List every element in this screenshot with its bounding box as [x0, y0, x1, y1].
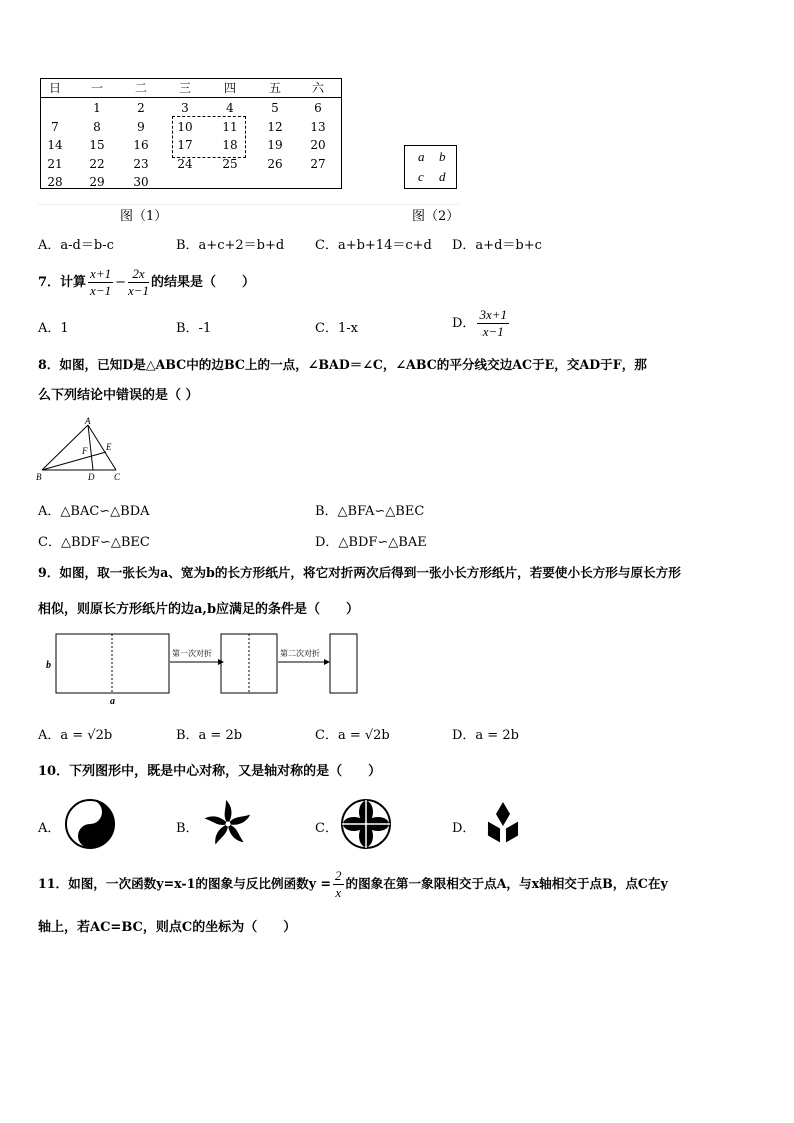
figure-divider: [38, 204, 458, 205]
calendar-day-cell: 23: [133, 156, 149, 171]
q7-minus: −: [115, 275, 126, 290]
label-c: C: [114, 472, 121, 482]
q6-option-a: A．a-d＝b-c: [38, 238, 114, 253]
calendar-weekday-header: 五: [268, 81, 281, 95]
calendar-day-cell: 6: [314, 101, 322, 115]
calendar-weekday-header: 三: [178, 81, 191, 95]
q11-line1: [38, 868, 668, 901]
q9-option-c: C．a = √2b: [315, 728, 390, 743]
q7-suffix: 的结果是（ ）: [151, 275, 256, 290]
triangle-figure: [36, 416, 136, 486]
fig2-c: c: [418, 169, 424, 184]
q11-f-num: 2: [335, 868, 342, 883]
q9-option-a: A．a = √2b: [38, 728, 113, 743]
q7-fraction-1: [88, 266, 113, 299]
calendar-day-cell: 4: [226, 101, 234, 115]
calendar-day-cell: 13: [310, 119, 326, 134]
q11-fraction: [333, 868, 344, 901]
q7-f1-num: x+1: [90, 266, 112, 281]
q8-line1: 8．如图，已知D是△ABC中的边BC上的一点，∠BAD＝∠C，∠ABC的平分线交边AC于E，交AD于F，那: [38, 357, 647, 372]
quarter-rectangle: [330, 634, 357, 693]
calendar-day-cell: 19: [267, 138, 283, 152]
dashed-selection-box: [172, 116, 246, 158]
q8-line2: 么下列结论中错误的是（ ）: [38, 388, 199, 403]
q7-d-fraction: [477, 307, 509, 340]
calendar-day-cell: 24: [177, 156, 193, 171]
q7-f2-den: x−1: [128, 283, 150, 298]
calendar-day-cell: 22: [89, 156, 105, 171]
fig2-caption: 图（2）: [412, 209, 460, 224]
q7-option-b: B．-1: [176, 321, 212, 336]
q9-line2: 相似，则原长方形纸片的边a,b应满足的条件是（ ）: [38, 602, 360, 617]
q11-f-den: x: [335, 885, 342, 900]
calendar-day-cell: 8: [93, 119, 101, 134]
calendar-day-cell: 15: [89, 138, 105, 152]
q9-option-d: D．a = 2b: [452, 728, 519, 743]
q7-option-d: [452, 307, 511, 340]
calendar-day-cell: 17: [177, 138, 193, 152]
calendar-day-cell: 2: [137, 101, 145, 115]
label-e: E: [106, 442, 112, 452]
q8-option-b: B．△BFA∽△BEC: [315, 504, 425, 519]
pinwheel-icon: [202, 798, 254, 850]
q7-option-a: A．1: [38, 321, 69, 336]
q11-suffix: 的图象在第一象限相交于点A，与x轴相交于点B，点C在y: [345, 876, 668, 891]
yin-yang-icon: [64, 798, 116, 850]
q9-option-b: B．a = 2b: [176, 728, 243, 743]
q9-line1: 9．如图，取一张长为a、宽为b的长方形纸片，将它对折两次后得到一张小长方形纸片，若要使小长方形与原长方形: [38, 565, 681, 580]
paper-fold-figure: [44, 630, 364, 710]
calendar-day-cell: 5: [271, 101, 279, 115]
q8-option-d: D．△BDF∽△BAE: [315, 535, 427, 550]
fig1-caption: 图（1）: [120, 209, 168, 224]
q11-line2: 轴上，若AC=BC，则点C的坐标为（ ）: [38, 920, 297, 935]
calendar-day-cell: 16: [133, 138, 149, 152]
calendar-day-cell: 21: [47, 156, 63, 171]
q7-d-num: 3x+1: [479, 307, 507, 322]
calendar-day-cell: 30: [133, 175, 149, 189]
q10-option-a: A．: [38, 821, 61, 836]
fig2-box: [404, 145, 457, 189]
calendar-day-cell: 18: [222, 138, 238, 152]
label-a: A: [85, 416, 91, 426]
calendar-weekday-header: 四: [223, 81, 236, 95]
q8-option-a: A．△BAC∽△BDA: [38, 504, 150, 519]
arrow-2-head: [324, 659, 330, 665]
q7-d-den: x−1: [482, 324, 504, 339]
q7-f1-den: x−1: [90, 283, 112, 298]
calendar-day-cell: 14: [47, 138, 63, 152]
label-a: a: [110, 696, 115, 707]
q7-stem: [38, 266, 255, 299]
calendar-day-cell: 3: [181, 101, 189, 115]
q10-option-d: D．: [452, 821, 476, 836]
q7-option-c: C．1-x: [315, 321, 358, 336]
three-diamonds-icon: [478, 800, 528, 846]
q7-fraction-2: [128, 266, 149, 299]
q7-d-label: D．: [452, 316, 476, 331]
fold2-label: 第二次对折: [280, 649, 320, 658]
q7-prefix: 7．计算: [38, 275, 87, 290]
q10-stem: 10．下列图形中，既是中心对称，又是轴对称的是（ ）: [38, 764, 382, 779]
q7-f2-num: 2x: [128, 266, 149, 283]
q6-option-c: C．a+b+14＝c+d: [315, 238, 432, 253]
calendar-day-cell: 28: [47, 175, 63, 189]
calendar-day-cell: 29: [89, 175, 105, 189]
label-b: B: [36, 472, 42, 482]
calendar-day-cell: 7: [51, 119, 59, 134]
label-b: b: [46, 660, 51, 671]
fig2-b: b: [439, 149, 446, 164]
q8-option-c: C．△BDF∽△BEC: [38, 535, 150, 550]
calendar-day-cell: 11: [222, 119, 238, 134]
calendar-weekday-header: 一: [90, 81, 103, 95]
fold1-label: 第一次对折: [172, 649, 212, 658]
q10-option-c: C．: [315, 821, 338, 836]
q6-option-b: B．a+c+2＝b+d: [176, 238, 285, 253]
calendar-day-cell: 1: [93, 101, 101, 115]
calendar-day-cell: 12: [267, 119, 283, 134]
calendar-day-cell: 26: [267, 156, 283, 171]
calendar-day-cell: 27: [310, 156, 326, 171]
q6-option-d: D．a+d＝b+c: [452, 238, 542, 253]
calendar-weekday-header: 日: [48, 81, 61, 95]
q10-option-b: B．: [176, 821, 199, 836]
q11-prefix: 11．如图，一次函数y=x-1的图象与反比例函数y =: [38, 876, 332, 891]
calendar-day-cell: 10: [177, 119, 193, 134]
calendar-day-cell: 25: [222, 156, 238, 171]
fig2-d: d: [439, 169, 446, 184]
calendar-day-cell: 20: [310, 138, 326, 152]
calendar-weekday-header: 六: [311, 81, 324, 95]
calendar-figure: [40, 78, 342, 189]
label-f: F: [82, 446, 88, 456]
calendar-weekday-header: 二: [134, 81, 147, 95]
four-petal-circle-icon: [339, 797, 393, 851]
calendar-day-cell: 9: [137, 119, 145, 134]
calendar-header: [41, 79, 341, 98]
fig2-a: a: [418, 149, 425, 164]
label-d: D: [88, 472, 95, 482]
